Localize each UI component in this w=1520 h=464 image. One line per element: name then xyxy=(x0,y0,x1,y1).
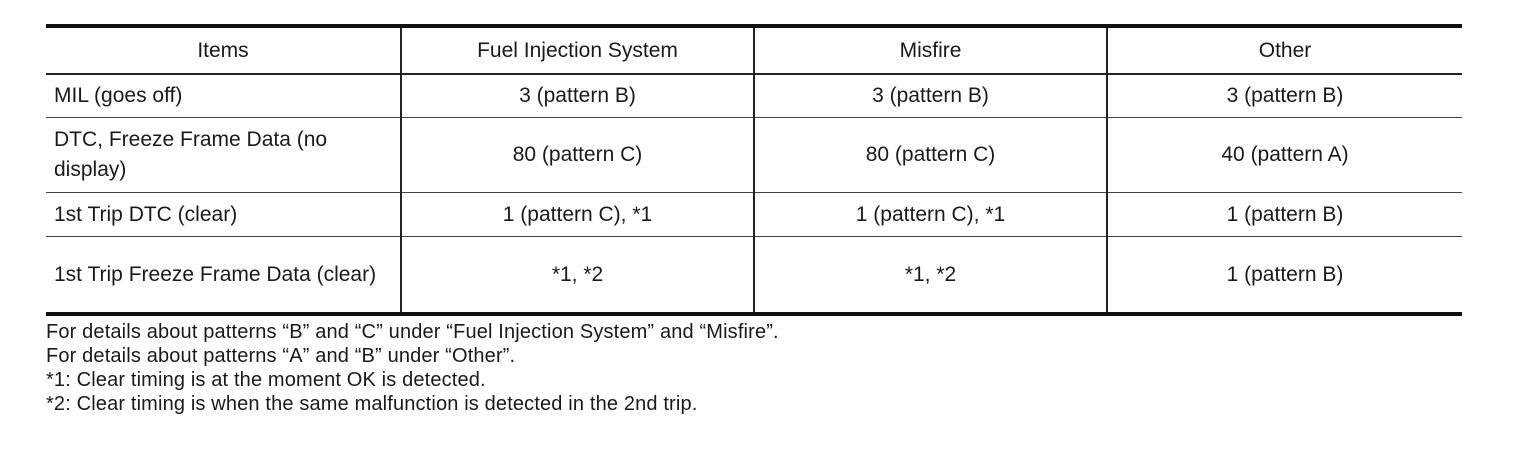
header-other: Other xyxy=(1107,26,1462,74)
note-patterns-a-b: For details about patterns “A” and “B” under “Other”. xyxy=(46,345,516,367)
row-item-label: DTC, Freeze Frame Data (no display) xyxy=(46,118,401,193)
note-patterns-b-c: For details about patterns “B” and “C” under “Fuel Injection System” and “Misfire”. xyxy=(46,321,779,343)
row-item-label: 1st Trip Freeze Frame Data (clear) xyxy=(46,237,401,315)
header-row xyxy=(46,26,1462,74)
cell-fuel-injection: 3 (pattern B) xyxy=(401,74,754,118)
row-item-label: MIL (goes off) xyxy=(46,74,401,118)
table-row xyxy=(46,74,1462,118)
cell-misfire: 3 (pattern B) xyxy=(754,74,1107,118)
note-star-2: *2: Clear timing is when the same malfunction is detected in the 2nd trip. xyxy=(46,393,698,415)
header-items: Items xyxy=(46,26,401,74)
cell-fuel-injection: *1, *2 xyxy=(401,237,754,315)
cell-other: 1 (pattern B) xyxy=(1107,193,1462,237)
table-row xyxy=(46,193,1462,237)
trip-count-table-container xyxy=(46,24,1462,316)
cell-misfire: 1 (pattern C), *1 xyxy=(754,193,1107,237)
cell-fuel-injection: 1 (pattern C), *1 xyxy=(401,193,754,237)
table-body xyxy=(46,74,1462,314)
table-header xyxy=(46,26,1462,74)
table-row xyxy=(46,237,1462,315)
trip-count-table xyxy=(46,24,1462,316)
note-star-1: *1: Clear timing is at the moment OK is detected. xyxy=(46,369,486,391)
header-misfire: Misfire xyxy=(754,26,1107,74)
cell-other: 40 (pattern A) xyxy=(1107,118,1462,193)
footnotes xyxy=(46,320,779,416)
cell-misfire: 80 (pattern C) xyxy=(754,118,1107,193)
cell-fuel-injection: 80 (pattern C) xyxy=(401,118,754,193)
cell-other: 3 (pattern B) xyxy=(1107,74,1462,118)
cell-misfire: *1, *2 xyxy=(754,237,1107,315)
header-fuel-injection-system: Fuel Injection System xyxy=(401,26,754,74)
row-item-label: 1st Trip DTC (clear) xyxy=(46,193,401,237)
table-row xyxy=(46,118,1462,193)
cell-other: 1 (pattern B) xyxy=(1107,237,1462,315)
